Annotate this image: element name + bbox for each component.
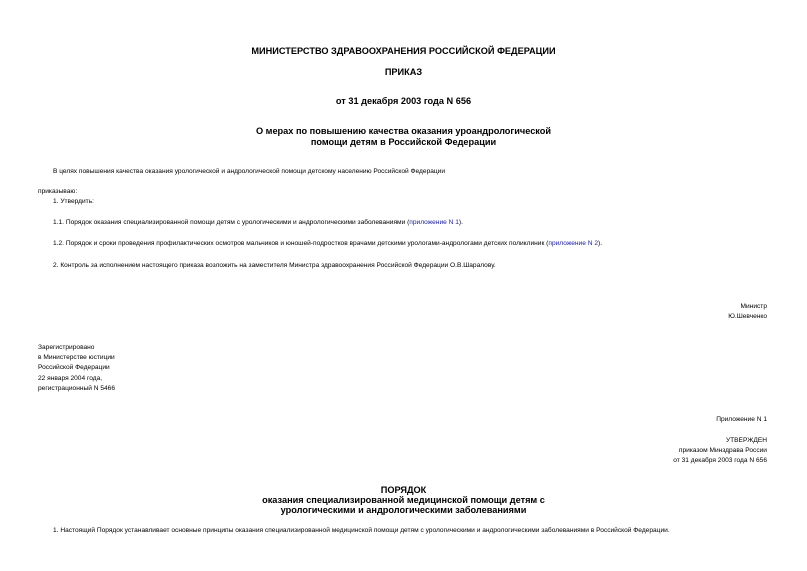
item-1: 1. Утвердить: bbox=[53, 198, 94, 205]
subject-line-2: помощи детям в Российской Федерации bbox=[310, 137, 497, 147]
item-1-2-text: 1.2. Порядок и сроки проведения профилактических осмотров мальчиков и юношей-подростков врачами детскими урологами-андрологами детских поликлиник ( bbox=[53, 240, 549, 247]
appendix-label: Приложение N 1 bbox=[716, 416, 767, 423]
signature-title: Министр bbox=[740, 303, 767, 310]
registration-line-5: регистрационный N 5466 bbox=[38, 385, 116, 392]
appendix-by-order: приказом Минздрава России bbox=[678, 447, 767, 454]
item-1-1 bbox=[53, 218, 463, 228]
item-2: 2. Контроль за исполнением настоящего приказа возложить на заместителя Министра здравоохранения Российской Федерации О.В.Шаралову. bbox=[53, 262, 496, 269]
registration-line-2: в Министерстве юстиции bbox=[38, 354, 115, 361]
appendix-order-date: от 31 декабря 2003 года N 656 bbox=[673, 457, 767, 464]
preamble-text: В целях повышения качества оказания урологической и андрологической помощи детскому населению Российской Федерации bbox=[53, 168, 446, 175]
appendix-title: ПОРЯДОК bbox=[380, 485, 427, 495]
date-number-heading: от 31 декабря 2003 года N 656 bbox=[335, 96, 472, 106]
order-word: приказываю: bbox=[38, 188, 78, 195]
doc-type-heading: ПРИКАЗ bbox=[384, 67, 423, 77]
appendix-subtitle-line-1: оказания специализированной медицинской помощи детям с bbox=[262, 495, 545, 505]
item-1-1-text: 1.1. Порядок оказания специализированной помощи детям с урологическими и андрологическими заболеваниями ( bbox=[53, 219, 410, 226]
appendix-1-link[interactable]: приложение N 1 bbox=[409, 219, 459, 226]
item-1-1-end: ). bbox=[458, 219, 463, 226]
signature-name: Ю.Шевченко bbox=[728, 313, 767, 320]
item-1-2-end: ). bbox=[598, 240, 603, 247]
appendix-approved: УТВЕРЖДЕН bbox=[725, 437, 767, 444]
registration-line-4: 22 января 2004 года, bbox=[38, 375, 103, 382]
appendix-2-link[interactable]: приложение N 2 bbox=[548, 240, 598, 247]
registration-line-3: Российской Федерации bbox=[38, 364, 110, 371]
appendix-subtitle-line-2: урологическими и андрологическими заболеваниями bbox=[280, 505, 527, 515]
registration-line-1: Зарегистрировано bbox=[38, 344, 95, 351]
item-1-2 bbox=[53, 239, 602, 249]
ministry-heading: МИНИСТЕРСТВО ЗДРАВООХРАНЕНИЯ РОССИЙСКОЙ ФЕДЕРАЦИИ bbox=[251, 46, 556, 56]
appendix-point-1: 1. Настоящий Порядок устанавливает основные принципы оказания специализированной медицинской помощи детям с урологическими и андрологическими заболеваниями в Российской Федерации. bbox=[53, 527, 670, 534]
subject-line-1: О мерах по повышению качества оказания уроандрологической bbox=[255, 126, 552, 136]
